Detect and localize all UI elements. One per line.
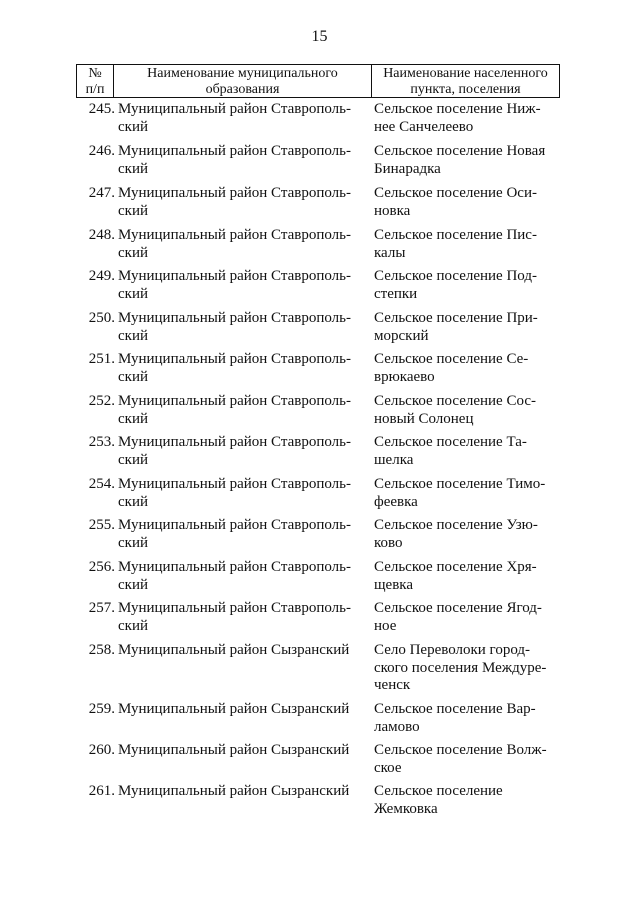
row-municipality <box>118 227 358 262</box>
settlement-line: феевка <box>374 493 418 510</box>
row-municipality <box>118 517 358 552</box>
row-municipality <box>118 742 358 760</box>
header-col-settlement-line: пункта, поселения <box>410 82 521 97</box>
settlement-line: шелка <box>374 451 414 468</box>
municipality-line: ский <box>118 202 148 219</box>
row-settlement <box>374 310 564 345</box>
page-number: 15 <box>311 28 328 45</box>
municipality-line: Муниципальный район Ставрополь- <box>118 476 351 492</box>
header-col-number-line: п/п <box>85 82 105 97</box>
municipality-line: ский <box>118 534 148 551</box>
settlement-line: щевка <box>374 576 414 593</box>
municipality-line: Муниципальный район Ставрополь- <box>118 143 351 159</box>
row-settlement <box>374 559 564 594</box>
row-number: 250. <box>88 310 115 326</box>
municipality-line: ский <box>118 493 148 510</box>
municipality-line: ский <box>118 410 148 427</box>
row-number: 257. <box>88 600 115 616</box>
municipality-line: Муниципальный район Сызранский <box>118 742 350 758</box>
settlement-line: Сельское поселение Се- <box>374 351 529 367</box>
row-municipality <box>118 476 358 511</box>
settlement-line: Сельское поселение При- <box>374 310 538 326</box>
settlement-line: нее Санчелеево <box>374 118 474 135</box>
settlement-line: ченск <box>374 677 411 693</box>
row-number: 246. <box>88 143 115 159</box>
row-municipality <box>118 143 358 178</box>
row-settlement <box>374 701 564 736</box>
municipality-line: Муниципальный район Ставрополь- <box>118 434 351 450</box>
header-col-number-line: № <box>88 66 102 81</box>
row-municipality <box>118 701 358 719</box>
row-settlement <box>374 143 564 178</box>
row-settlement <box>374 517 564 552</box>
settlement-line: степки <box>374 285 418 302</box>
settlement-line: Сельское поселение Ниж- <box>374 101 541 117</box>
municipality-line: Муниципальный район Ставрополь- <box>118 517 351 533</box>
row-settlement <box>374 185 564 220</box>
row-municipality <box>118 559 358 594</box>
settlement-line: Сельское поселение <box>374 783 503 799</box>
settlement-line: морский <box>374 327 429 344</box>
municipality-line: Муниципальный район Ставрополь- <box>118 351 351 367</box>
row-number: 259. <box>88 701 115 717</box>
settlement-line: Сельское поселение Узю- <box>374 517 538 533</box>
settlement-line: Сельское поселение Вар- <box>374 701 536 717</box>
municipality-line: Муниципальный район Ставрополь- <box>118 185 351 201</box>
row-municipality <box>118 434 358 469</box>
settlement-line: Сельское поселение Новая <box>374 143 546 159</box>
municipality-line: Муниципальный район Ставрополь- <box>118 600 351 616</box>
settlement-line: ламово <box>374 718 420 735</box>
settlement-line: ского поселения Междуре- <box>374 659 547 676</box>
row-number: 258. <box>88 642 115 658</box>
settlement-line: Сельское поселение Тимо- <box>374 476 546 492</box>
municipality-line: ский <box>118 327 148 344</box>
settlement-line: Сельское поселение Волж- <box>374 742 547 758</box>
row-number: 255. <box>88 517 115 533</box>
row-municipality <box>118 310 358 345</box>
row-settlement <box>374 434 564 469</box>
settlement-line: ское <box>374 759 402 776</box>
row-number: 245. <box>88 101 115 117</box>
municipality-line: Муниципальный район Сызранский <box>118 642 350 658</box>
row-municipality <box>118 351 358 386</box>
row-municipality <box>118 268 358 303</box>
settlement-line: Бинарадка <box>374 160 441 177</box>
row-settlement <box>374 476 564 511</box>
settlement-line: врюкаево <box>374 368 435 385</box>
municipality-line: Муниципальный район Сызранский <box>118 701 350 717</box>
row-number: 248. <box>88 227 115 243</box>
settlement-line: Сельское поселение Та- <box>374 434 527 450</box>
row-settlement <box>374 600 564 635</box>
settlement-line: ково <box>374 534 403 551</box>
row-municipality <box>118 101 358 136</box>
row-number: 251. <box>88 351 115 367</box>
row-municipality <box>118 393 358 428</box>
row-number: 252. <box>88 393 115 409</box>
header-col-municipality-line: образования <box>205 82 280 97</box>
municipality-line: ский <box>118 368 148 385</box>
municipality-line: ский <box>118 118 148 135</box>
row-number: 247. <box>88 185 115 201</box>
row-municipality <box>118 600 358 635</box>
row-municipality <box>118 783 358 801</box>
municipality-line: Муниципальный район Ставрополь- <box>118 559 351 575</box>
municipality-line: Муниципальный район Ставрополь- <box>118 393 351 409</box>
settlement-line: новый Солонец <box>374 410 474 427</box>
header-col-municipality-line: Наименование муниципального <box>147 66 338 81</box>
row-municipality <box>118 185 358 220</box>
settlement-line: Сельское поселение Под- <box>374 268 537 284</box>
row-settlement <box>374 351 564 386</box>
header-col-settlement-line: Наименование населенного <box>383 66 548 81</box>
row-settlement <box>374 268 564 303</box>
row-number: 249. <box>88 268 115 284</box>
municipality-line: Муниципальный район Ставрополь- <box>118 310 351 326</box>
settlement-line: Сельское поселение Оси- <box>374 185 537 201</box>
settlement-line: Сельское поселение Ягод- <box>374 600 542 616</box>
row-municipality <box>118 642 358 660</box>
settlement-line: Сельское поселение Хря- <box>374 559 537 575</box>
municipality-line: Муниципальный район Сызранский <box>118 783 350 799</box>
municipality-line: ский <box>118 617 148 634</box>
municipality-line: ский <box>118 576 148 593</box>
row-number: 260. <box>88 742 115 758</box>
municipality-line: ский <box>118 285 148 302</box>
municipality-line: Муниципальный район Ставрополь- <box>118 227 351 243</box>
row-number: 254. <box>88 476 115 492</box>
municipality-line: Муниципальный район Ставрополь- <box>118 268 351 284</box>
row-settlement <box>374 742 564 777</box>
row-settlement <box>374 642 564 695</box>
row-settlement <box>374 393 564 428</box>
settlement-line: Сельское поселение Пис- <box>374 227 537 243</box>
municipality-line: Муниципальный район Ставрополь- <box>118 101 351 117</box>
row-settlement <box>374 101 564 136</box>
settlement-line: Сельское поселение Сос- <box>374 393 536 409</box>
settlement-line: Жемковка <box>374 800 438 817</box>
settlement-line: новка <box>374 202 411 219</box>
settlement-line: калы <box>374 244 406 261</box>
settlement-line: Село Переволоки город- <box>374 642 531 658</box>
row-settlement <box>374 227 564 262</box>
municipality-line: ский <box>118 451 148 468</box>
row-number: 261. <box>88 783 115 799</box>
row-settlement <box>374 783 564 818</box>
municipality-line: ский <box>118 244 148 261</box>
municipality-line: ский <box>118 160 148 177</box>
settlement-line: ное <box>374 617 397 634</box>
row-number: 253. <box>88 434 115 450</box>
row-number: 256. <box>88 559 115 575</box>
